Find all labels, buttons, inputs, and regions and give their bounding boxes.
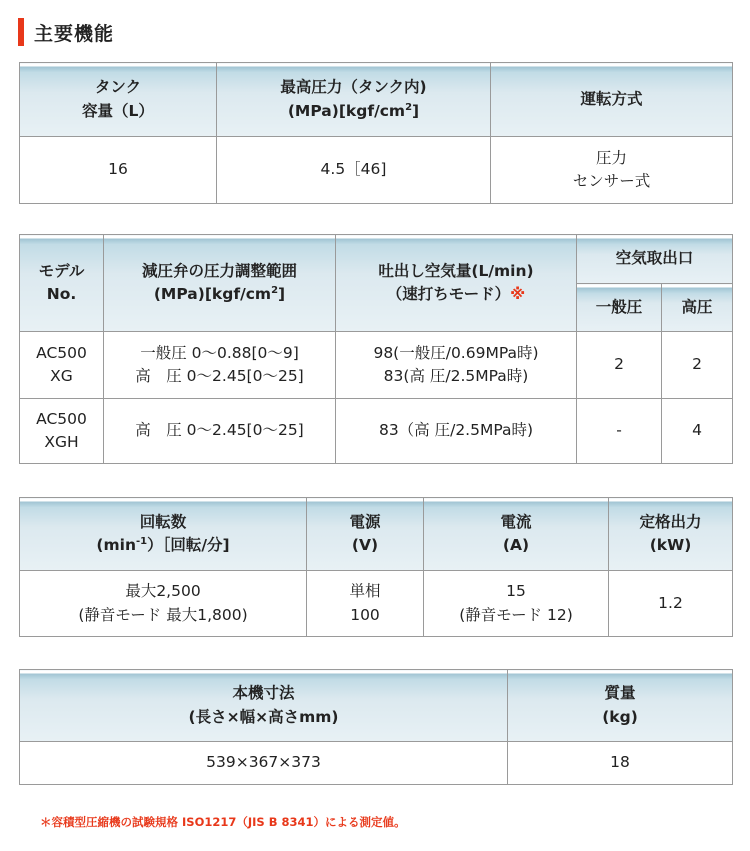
cell-model: AC500 XGH xyxy=(20,399,104,464)
page-title: 主要機能 xyxy=(34,22,115,45)
cell-tank-capacity: 16 xyxy=(20,137,217,204)
header-outlet-high: 高圧 xyxy=(662,284,733,332)
header-tank-capacity: タンク 容量（L） xyxy=(20,63,217,137)
cell-power-supply: 単相 100 xyxy=(307,571,424,637)
header-power-supply: 電源 (V) xyxy=(307,498,424,571)
table-header-row xyxy=(20,670,733,742)
cell-air-delivery: 83（高 圧/2.5MPa時) xyxy=(336,399,577,464)
spec-table-tank xyxy=(19,62,733,204)
table-row xyxy=(20,399,733,464)
header-mass: 質量 (kg) xyxy=(508,670,733,742)
cell-model: AC500 XG xyxy=(20,332,104,399)
spec-table-electrical xyxy=(19,497,733,637)
cell-outlet-general: 2 xyxy=(577,332,662,399)
note-mark: ※ xyxy=(510,285,526,303)
table-row xyxy=(20,137,733,204)
section-heading xyxy=(18,18,114,46)
cell-max-pressure: 4.5［46] xyxy=(217,137,491,204)
table-header-row xyxy=(20,235,733,284)
table-row xyxy=(20,571,733,637)
cell-outlet-general: - xyxy=(577,399,662,464)
cell-operation-mode: 圧力 センサー式 xyxy=(491,137,733,204)
header-air-delivery: 吐出し空気量(L/min) （速打ちモード）※ xyxy=(336,235,577,332)
cell-rated-output: 1.2 xyxy=(609,571,733,637)
header-current: 電流 (A) xyxy=(424,498,609,571)
heading-accent-bar xyxy=(18,18,24,46)
header-air-outlet: 空気取出口 xyxy=(577,235,733,284)
cell-mass: 18 xyxy=(508,742,733,785)
header-max-pressure: 最高圧力（タンク内) $(MPa)[kgf/cm^2]$ xyxy=(217,63,491,137)
spec-table-dimensions xyxy=(19,669,733,785)
cell-outlet-high: 2 xyxy=(662,332,733,399)
header-dimensions: 本機寸法 (長さ×幅×高さmm) xyxy=(20,670,508,742)
cell-regulator-range: 一般圧 0～0.88[0～9] 高 圧 0～2.45[0～25] xyxy=(104,332,336,399)
cell-regulator-range: 高 圧 0～2.45[0～25] xyxy=(104,399,336,464)
header-regulator-range: 減圧弁の圧力調整範囲 $(MPa)[kgf/cm^2]$ xyxy=(104,235,336,332)
cell-outlet-high: 4 xyxy=(662,399,733,464)
header-rotation-speed: 回転数 $(\min^{-1})[$回転/分] xyxy=(20,498,307,571)
cell-dimensions: 539×367×373 xyxy=(20,742,508,785)
table-row xyxy=(20,332,733,399)
table-header-row xyxy=(20,63,733,137)
table-header-row xyxy=(20,498,733,571)
spec-table-models xyxy=(19,234,733,464)
header-rated-output: 定格出力 (kW) xyxy=(609,498,733,571)
cell-current: 15 (静音モード 12) xyxy=(424,571,609,637)
cell-rotation-speed: 最大2,500 (静音モード 最大1,800) xyxy=(20,571,307,637)
footnote: ＊容積型圧縮機の試験規格 ISO1217（JIS B 8341）による測定値。 xyxy=(40,815,406,829)
header-model-no: モデル No. xyxy=(20,235,104,332)
header-operation-mode: 運転方式 xyxy=(491,63,733,137)
cell-air-delivery: 98(一般圧/0.69MPa時) 83(高 圧/2.5MPa時) xyxy=(336,332,577,399)
header-outlet-general: 一般圧 xyxy=(577,284,662,332)
table-row xyxy=(20,742,733,785)
